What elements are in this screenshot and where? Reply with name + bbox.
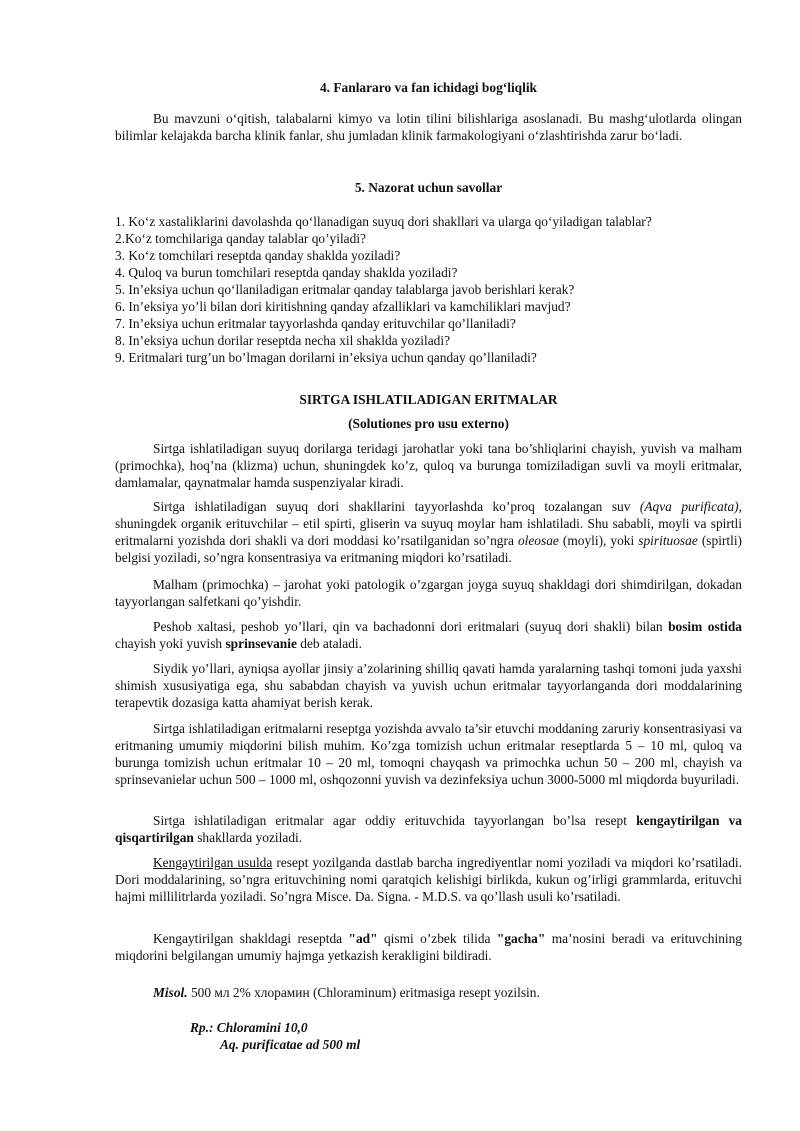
- text-run: ma’nosini beradi va erituvchining miqdorini belgilangan umumiy hajmga yetkazish kerakligini bildiradi.: [115, 931, 743, 963]
- question-item: 6. In’eksiya yo’li bilan dori kiritishning qanday afzalliklari va kamchiliklari mavjud?: [115, 299, 571, 314]
- paragraph-9: [115, 930, 742, 964]
- paragraph-text: Sirtga ishlatiladigan eritmalarni reseptga yozishda avvalo ta’sir etuvchi moddaning zaruriy konsentrasiyasi va eritmaning umumiy miqdorini bilish muhim. Ko’zga tomizish uchun eritmalar reseptlarda 5 – 10 ml, quloq va burunga tomizish uchun eritmalar 10 – 20 ml, tomoqni chayqash va primochka uchun 50 – 200 ml, chayish va sprinsevanielar uchun 500 – 1000 ml, oshqozonni yuvish va dezinfeksiya uchun 3000-5000 ml miqdorda buyuriladi.: [115, 721, 742, 787]
- recipe-line-1: Rp.: Chloramini 10,0: [190, 1020, 308, 1035]
- paragraph-text: Sirtga ishlatiladigan suyuq dorilarga teridagi jarohatlar yoki tana bo’shliqlarini chayish, yuvish va malham (primochka), hoq’na (klizma) uchun, shuningdek ko’z, quloq va burunga tomiziladigan suvli va moyli eritmalar, damlamalar, qaynatmalar hamda suspenziyalar kiradi.: [115, 441, 742, 490]
- question-item: 3. Ko‘z tomchilari reseptda qanday shaklda yoziladi?: [115, 248, 401, 263]
- paragraph-7: [115, 812, 742, 846]
- text-run: Sirtga ishlatiladigan suyuq dori shakllarini tayyorlashda ko’proq tozalangan suv: [153, 499, 640, 514]
- questions-list: [115, 213, 742, 366]
- bold-term: "gacha": [496, 931, 546, 946]
- paragraph-8: [115, 854, 742, 905]
- question-item: 8. In’eksiya uchun dorilar reseptda necha xil shaklda yoziladi?: [115, 333, 451, 348]
- bold-term: sprinsevanie: [225, 636, 297, 651]
- paragraph-5: [115, 660, 742, 711]
- section-heading-questions: 5. Nazorat uchun savollar: [354, 180, 503, 195]
- text-run: (moyli), yoki: [558, 533, 639, 548]
- paragraph-text: Siydik yo’llari, ayniqsa ayollar jinsiy a’zolarining shilliq qavati hamda yaralarning tashqi tomoni juda yaxshi shimish xususiyatiga ega, shu sababdan chayish va yuvish uchun eritmalar tayyorlanganda dori moddalarining terapevtik dozasiga katta ahamiyat berish kerak.: [115, 661, 742, 710]
- italic-term: spirituosae: [638, 533, 698, 548]
- text-run: shakllarda yoziladi.: [193, 830, 303, 845]
- question-item: 9. Eritmalari turg’un bo’lmagan dorilarni in’eksiya uchun qanday qo’llaniladi?: [115, 350, 537, 365]
- paragraph-4: [115, 618, 742, 652]
- italic-term: (Aqva purificata): [639, 499, 739, 514]
- example-text: 500 мл 2% хлорамин (Chloraminum) eritmasiga resept yozilsin.: [187, 985, 540, 1000]
- page-title: SIRTGA ISHLATILADIGAN ERITMALAR: [299, 392, 558, 407]
- text-run: Peshob xaltasi, peshob yo’llari, qin va bachadonni dori eritmalari (suyuq dori shakli) bilan: [153, 619, 669, 634]
- text-run: qismi o’zbek tilida: [377, 931, 497, 946]
- bold-term: "ad": [348, 931, 378, 946]
- recipe-line-2: Aq. purificatae ad 500 ml: [220, 1037, 361, 1052]
- text-run: deb ataladi.: [296, 636, 362, 651]
- question-item: 7. In’eksiya uchun eritmalar tayyorlashda qanday erituvchilar qo’llaniladi?: [115, 316, 516, 331]
- underlined-term: Kengaytirilgan usulda: [153, 855, 273, 870]
- italic-term: oleosae: [517, 533, 559, 548]
- question-item: 1. Ko‘z xastaliklarini davolashda qo‘llanadigan suyuq dori shakllari va ularga qo‘yiladigan talablar?: [115, 214, 652, 229]
- paragraph-3: [115, 576, 742, 610]
- text-run: Sirtga ishlatiladigan eritmalar agar oddiy erituvchida tayyorlangan bo’lsa resept: [153, 813, 637, 828]
- paragraph-text: Malham (primochka) – jarohat yoki patologik o’zgargan joyga suyuq shakldagi dori shimdirilgan, dokadan tayyorlangan salfetkani qo’yishdir.: [115, 577, 742, 609]
- example-line: [115, 984, 742, 1001]
- text-run: (spirtli) belgisi yoziladi, so’ngra konsentrasiya va eritmaning miqdori ko’rsatiladi.: [115, 533, 742, 565]
- bold-term: kengaytirilgan va qisqartirilgan: [115, 813, 742, 845]
- page-subtitle: (Solutiones pro usu externo): [348, 416, 509, 431]
- question-item: 4. Quloq va burun tomchilari reseptda qanday shaklda yoziladi?: [115, 265, 458, 280]
- section-heading-interdisciplinary: 4. Fanlararo va fan ichidagi bog‘liqlik: [319, 80, 537, 95]
- text-run: resept yozilganda dastlab barcha ingrediyentlar nomi yoziladi va miqdori ko’rsatiladi. Dori moddalarining, so’ngra erituvchining nomi qaratqich kelishigi birlikda, kukun og’irligi grammlarda, erituvchi hajmi millilitrlarda yoziladi. So’ngra Misce. Da. Signa. - M.D.S. va qo’llash usuli ko’rsatiladi.: [115, 855, 742, 904]
- bold-term: bosim ostida: [668, 619, 742, 634]
- paragraph-interdisciplinary: [115, 110, 742, 144]
- paragraph-1: [115, 440, 742, 491]
- paragraph-text: Bu mavzuni o‘qitish, talabalarni kimyo va lotin tilini bilishlariga asoslanadi. Bu mashg‘ulotlarda olingan bilimlar kelajakda barcha klinik fanlar, shu jumladan klinik farmakologiyani o‘zlashtirishda zarur bo‘ladi.: [115, 111, 742, 143]
- paragraph-2: [115, 498, 742, 566]
- question-item: 2.Ko‘z tomchilariga qanday talablar qo’yiladi?: [115, 231, 366, 246]
- text-run: Kengaytirilgan shakldagi reseptda: [153, 931, 349, 946]
- paragraph-6: [115, 720, 742, 788]
- text-run: chayish yoki yuvish: [115, 636, 226, 651]
- example-label: Misol.: [153, 985, 188, 1000]
- question-item: 5. In’eksiya uchun qo‘llaniladigan eritmalar qanday talablarga javob berishlari kerak?: [115, 282, 575, 297]
- text-run: , shuningdek organik erituvchilar – etil spirti, gliserin va suyuq moylar ham ishlatiladi. Shu sababli, moyli va spirtli eritmalarni yozishda dori shakli va dori moddasi ko’rsatilganidan so’ngra: [115, 499, 742, 548]
